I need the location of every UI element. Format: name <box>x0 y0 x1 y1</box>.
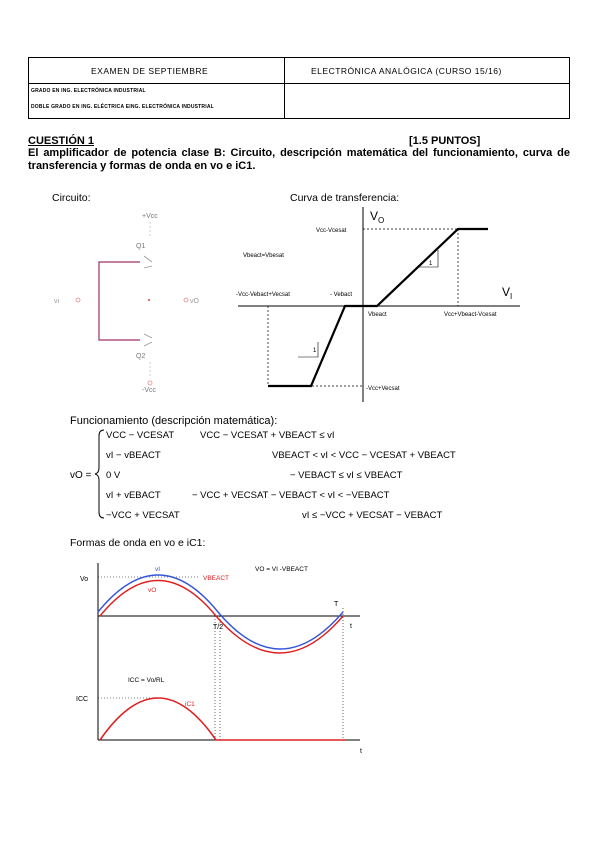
case-1-value: VCC − VCESAT <box>106 430 175 441</box>
transfer-characteristic <box>268 229 488 386</box>
vo-lhs: vO = <box>70 470 92 481</box>
vo-axis-label: Vo <box>80 576 89 583</box>
t2-axis-label: t <box>360 748 362 755</box>
circuit-diagram <box>54 213 200 394</box>
question-text: El amplificador de potencia clase B: Circuito, descripción matemática del funcionamiento, curva de transferencia y formas de onda en vo e iC1. <box>28 147 570 172</box>
funcionamiento-title: Funcionamiento (descripción matemática): <box>70 415 278 427</box>
vcc-bottom-label: -Vcc <box>142 387 156 394</box>
case-3-condition: − VEBACT ≤ vI ≤ VBEACT <box>290 470 403 481</box>
t-full-label: T <box>334 601 339 608</box>
cases-brace <box>95 430 104 518</box>
subject-label: ELECTRÓNICA ANALÓGICA (CURSO 15/16) <box>311 66 502 76</box>
vo-curve-label: vO <box>148 587 157 594</box>
vi-curve-label: vI <box>155 566 161 573</box>
vo-label: vO <box>190 298 199 305</box>
waveforms-section <box>70 537 362 755</box>
funcionamiento-section <box>70 415 456 521</box>
vi-source-label: vi <box>54 298 60 305</box>
t-half-label: T/2 <box>213 624 224 631</box>
source-node <box>76 298 80 302</box>
icc-equation: ICC = Vo/RL <box>128 677 165 684</box>
case-3-value: 0 V <box>106 470 121 481</box>
q1-label: Q1 <box>136 243 146 250</box>
case-5-value: −VCC + VECSAT <box>106 510 180 521</box>
question-points: [1.5 PUNTOS] <box>409 135 481 147</box>
left-mid-label: -Vcc-Vebact+Vecsat <box>236 292 290 298</box>
circuit-title: Circuito: <box>52 192 91 204</box>
degree-line-1: GRADO EN ING. ELECTRÓNICA INDUSTRIAL <box>31 88 146 94</box>
transfer-curve <box>236 207 520 402</box>
slope-label-upper: 1 <box>429 261 433 267</box>
vo-axis-label: $V_O$ <box>370 209 385 225</box>
slope-label-lower: 1 <box>313 348 317 354</box>
question-title: CUESTIÓN 1 <box>28 135 95 147</box>
case-5-condition: vI ≤ −VCC + VECSAT − VEBACT <box>302 510 443 521</box>
ic1-label: iC1 <box>185 701 195 708</box>
vi-axis-label: $V_I$ <box>502 285 513 301</box>
emitter-node <box>148 299 150 301</box>
t-axis-label: t <box>350 623 352 630</box>
beact-label: Vbeact <box>368 312 387 318</box>
icc-axis-label: ICC <box>76 696 89 703</box>
case-2-condition: VBEACT < vI < VCC − VCESAT + VBEACT <box>272 450 456 461</box>
base-bias-wire <box>99 262 140 340</box>
neg-ebact-label: - Vebact <box>330 292 353 298</box>
degree-line-2: DOBLE GRADO EN ING. ELÉCTRICA EING. ELECTRÓNICA INDUSTRIAL <box>31 104 214 110</box>
case-4-value: vI + vEBACT <box>106 490 161 501</box>
vcc-top-label: +Vcc <box>142 213 158 220</box>
ic1-waveform <box>100 698 345 740</box>
waveforms-title: Formas de onda en vo e iC1: <box>70 537 206 549</box>
exam-label: EXAMEN DE SEPTIEMBRE <box>91 66 209 76</box>
output-node <box>184 298 188 302</box>
vbeact-label: VBEACT <box>203 575 230 582</box>
q2-label: Q2 <box>136 353 146 360</box>
waveform-equation: VO = VI -VBEACT <box>255 566 308 573</box>
case-1-condition: VCC − VCESAT + VBEACT ≤ vI <box>200 430 335 441</box>
top-level-label: Vcc-Vcesat <box>316 228 347 234</box>
left-top-label: Vbeact=Vbesat <box>243 253 284 259</box>
right-label: Vcc+Vbeact-Vcesat <box>444 312 497 318</box>
bottom-level-label: -Vcc+Vecsat <box>366 386 400 392</box>
transfer-title: Curva de transferencia: <box>290 192 400 204</box>
case-4-condition: − VCC + VECSAT − VEBACT < vI < −VEBACT <box>192 490 390 501</box>
case-2-value: vI − vBEACT <box>106 450 161 461</box>
